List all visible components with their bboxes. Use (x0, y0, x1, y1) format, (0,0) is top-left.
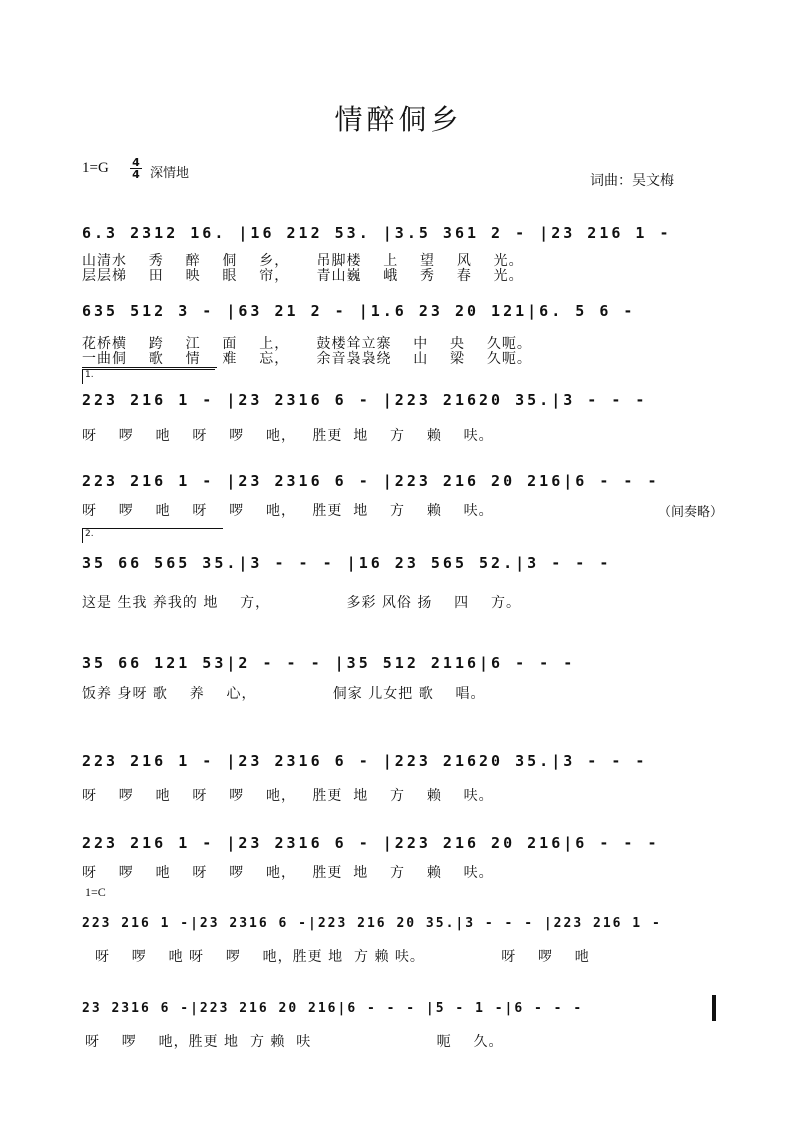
volta-2: 2. (82, 528, 223, 543)
time-signature-top: 4 (130, 157, 142, 169)
lyrics: 呀 啰 吔 呀 啰 吔， 胜更 地 方 赖 呋。 (82, 788, 494, 804)
song-title: 情醉侗乡 (334, 103, 463, 136)
lyrics: 呀 啰 吔 呀 啰 吔， 胜更 地 方 赖 呋。 (82, 865, 494, 881)
verse-underline (82, 367, 217, 368)
notes-row: 223 216 1 - |23 2316 6 - |223 216 20 216|6 - - - (82, 834, 660, 852)
lyrics-verse-1: 花桥横 跨 江 面 上， 鼓楼耸立寨 中 央 久呃。 (82, 336, 532, 352)
time-signature-bottom: 4 (132, 168, 140, 181)
interlude-note: （间奏略） (658, 505, 724, 520)
lyrics-verse-2: 层层梯 田 映 眼 帘， 青山巍 峨 秀 春 光。 (82, 268, 524, 284)
time-signature (130, 157, 142, 180)
lyrics: 呀 啰 吔 呀 啰 吔，胜更 地 方 赖 呋。 呀 啰 吔 (95, 949, 590, 965)
notes-row: 223 216 1 -|23 2316 6 -|223 216 20 35.|3 - - - |223 216 1 - (82, 916, 662, 931)
notes-row: 223 216 1 - |23 2316 6 - |223 216 20 216|6 - - - (82, 472, 660, 490)
lyrics: 呀 啰 吔 呀 啰 吔， 胜更 地 方 赖 呋。 (82, 428, 494, 444)
lyrics: 这是 生我 养我的 地 方， 多彩 风俗 扬 四 方。 (82, 595, 521, 611)
tempo-mood: 深情地 (150, 166, 190, 181)
final-barline (712, 995, 716, 1021)
score-line-3 (82, 385, 722, 429)
lyrics: 呀 啰 吔，胜更 地 方 赖 呋 呃 久。 (85, 1034, 504, 1050)
score-line-5 (82, 548, 722, 592)
key-signature: 1=G (82, 160, 109, 176)
notes-row: 23 2316 6 -|223 216 20 216|6 - - - |5 - 1 -|6 - - - (82, 1001, 584, 1016)
key-change: 1=C (85, 885, 106, 899)
notes-row: 635 512 3 - |63 21 2 - |1.6 23 20 121|6. 5 6 - (82, 302, 636, 320)
score-line-7 (82, 746, 722, 790)
notes-row: 35 66 121 53|2 - - - |35 512 2116|6 - - - (82, 654, 576, 672)
lyrics-verse-2: 一曲侗 歌 情 难 忘， 余音袅袅绕 山 梁 久呃。 (82, 351, 532, 367)
notes-row: 223 216 1 - |23 2316 6 - |223 21620 35.|3 - - - (82, 391, 648, 409)
notes-row: 35 66 565 35.|3 - - - |16 23 565 52.|3 - - - (82, 554, 612, 572)
volta-1: 1. (82, 369, 215, 384)
lyrics: 饭养 身呀 歌 养 心， 侗家 儿女把 歌 唱。 (82, 686, 486, 702)
notes-row: 6.3 2312 16. |16 212 53. |3.5 361 2 - |23 216 1 - (82, 224, 672, 242)
credit: 词曲：吴文梅 (590, 173, 674, 189)
lyrics: 呀 啰 吔 呀 啰 吔， 胜更 地 方 赖 呋。 (82, 503, 494, 519)
notes-row: 223 216 1 - |23 2316 6 - |223 21620 35.|3 - - - (82, 752, 648, 770)
lyrics-verse-1: 山清水 秀 醉 侗 乡， 吊脚楼 上 望 风 光。 (82, 253, 524, 269)
